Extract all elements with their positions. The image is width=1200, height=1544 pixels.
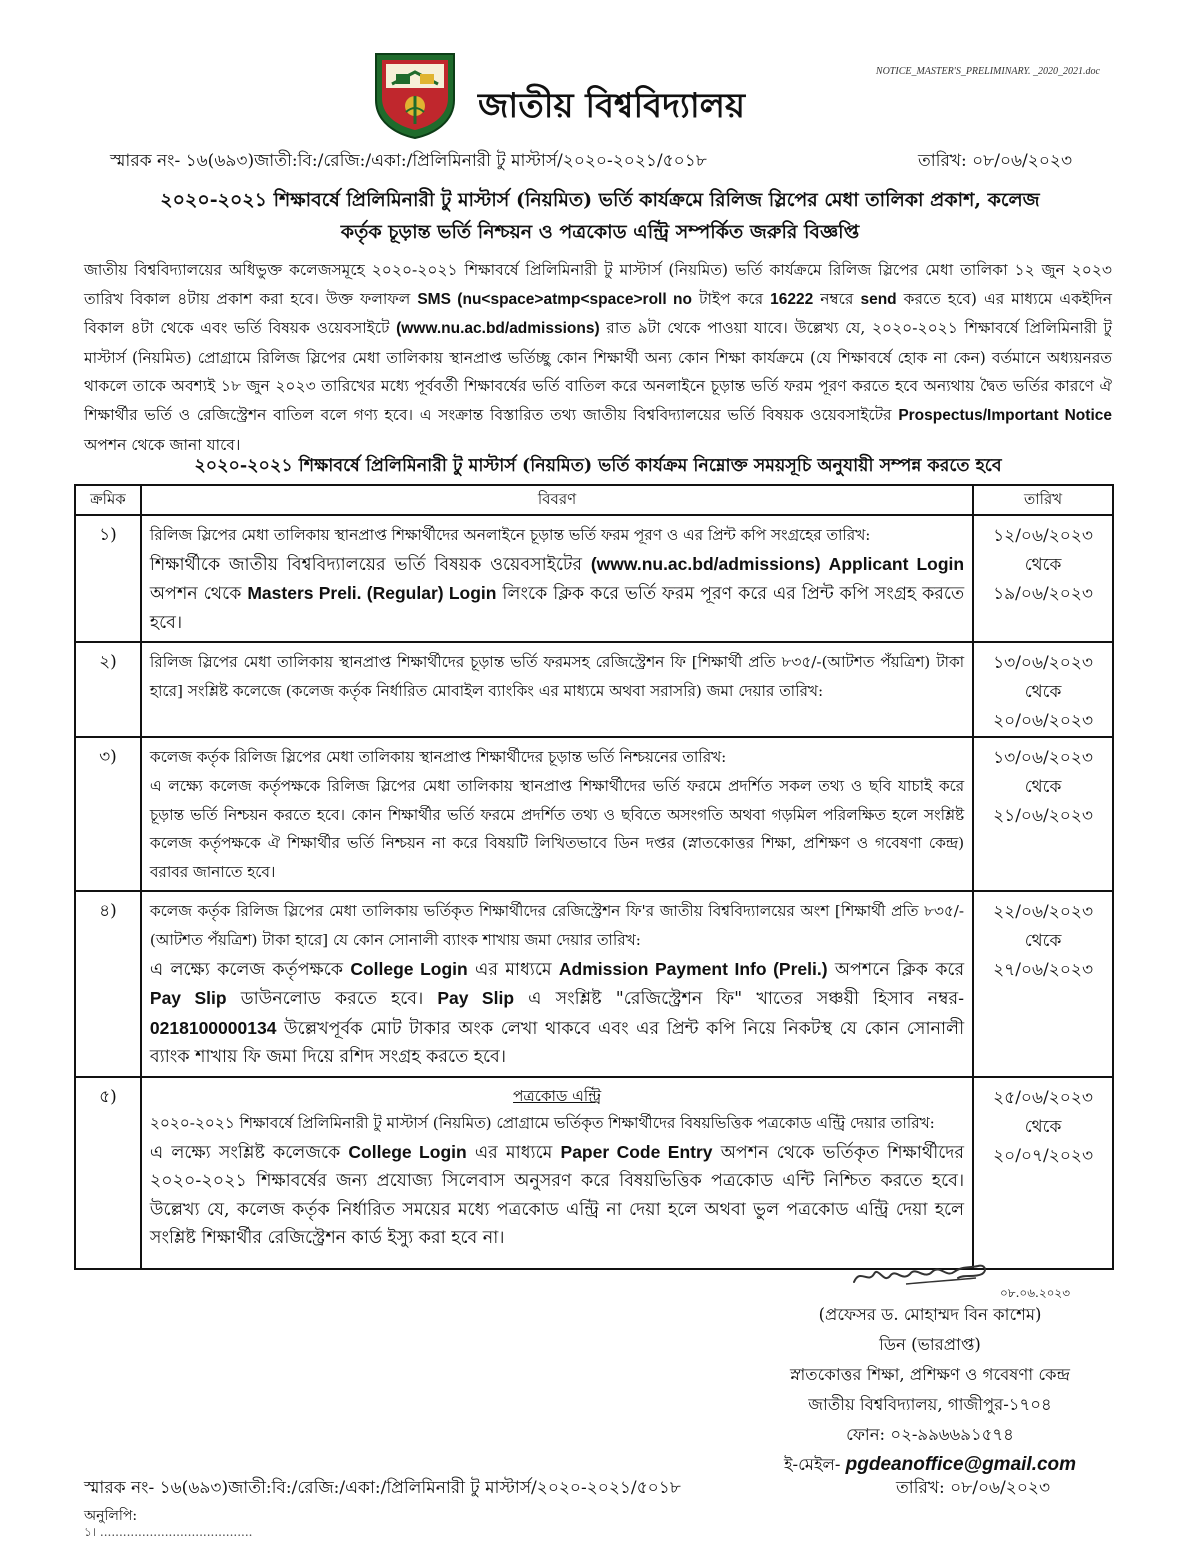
row-serial: ২) bbox=[75, 642, 141, 737]
date-from: ২২/০৬/২০২৩ bbox=[993, 902, 1093, 923]
intro-text: অপশন থেকে জানা যাবে। bbox=[84, 435, 241, 454]
signatory-name: (প্রফেসর ড. মোহাম্মদ বিন কাশেম) bbox=[818, 1305, 1042, 1324]
payment-info-option[interactable]: Admission Payment Info (Preli.) bbox=[558, 958, 828, 979]
row-line: কলেজ কর্তৃক রিলিজ স্লিপের মেধা তালিকায় স্থানপ্রাপ্ত শিক্ষার্থীদের চূড়ান্ত ভর্তি নিশ্চয়নের তারিখ: bbox=[149, 748, 727, 767]
signatory-title: ডিন (ভারপ্রাপ্ত) bbox=[879, 1335, 981, 1354]
signature bbox=[846, 1254, 996, 1294]
footer-date: তারিখ: ০৮/০৬/২০২৩ bbox=[895, 1478, 1050, 1498]
table-row bbox=[75, 737, 1113, 891]
footer-reference-number: স্মারক নং- ১৬(৬৯৩)জাতী:বি:/রেজি:/একা:/প্রিলিমিনারী টু মাস্টার্স/২০২০-২০২১/৫০১৮ bbox=[84, 1478, 681, 1498]
sms-format: SMS (nu<space>atmp<space>roll no bbox=[417, 290, 692, 308]
row-line: ২০২০-২০২১ শিক্ষাবর্ষে প্রিলিমিনারী টু মাস্টার্স (নিয়মিত) প্রোগ্রামে ভর্তিকৃত শিক্ষার্থীদের বিষয়ভিত্তিক পত্রকোড এন্ট্রি দেয়ার তারিখ: bbox=[149, 1113, 935, 1132]
document-filename: NOTICE_MASTER'S_PRELIMINARY. _2020_2021.doc bbox=[875, 66, 1100, 77]
date-to: ২০/০৬/২০২৩ bbox=[993, 711, 1093, 732]
intro-text: করতে হবে) এর মাধ্যমে একইদিন বিকাল ৪টা থেকে এবং ভর্তি বিষয়ক ওয়েবসাইটে bbox=[84, 289, 1112, 338]
row-date bbox=[973, 737, 1113, 891]
sms-send: send bbox=[860, 290, 897, 308]
table-row bbox=[75, 642, 1113, 737]
row-serial: ১) bbox=[75, 515, 141, 642]
date-separator: থেকে bbox=[1024, 931, 1062, 952]
row-serial: ৪) bbox=[75, 891, 141, 1077]
date-to: ২১/০৬/২০২৩ bbox=[993, 806, 1093, 827]
date-separator: থেকে bbox=[1024, 1116, 1062, 1137]
row-text: রিলিজ স্লিপের মেধা তালিকায় স্থানপ্রাপ্ত শিক্ষার্থীদের চূড়ান্ত ভর্তি ফরমসহ রেজিস্ট্রেশন ফি [শিক্ষার্থী প্রতি ৮৩৫/-(আটশত পঁয়ত্রিশ) টাকা হারে] সংশ্লিষ্ট কলেজে (কলেজ কর্তৃক নির্ধারিত মোবাইল ব্যাংকিং এর মাধ্যমে অথবা সরাসরি) জমা দেয়ার তারিখ: bbox=[149, 653, 965, 700]
row-date bbox=[973, 642, 1113, 737]
copy-to-label: অনুলিপি: bbox=[84, 1508, 138, 1524]
intro-text: রাত ৯টা থেকে পাওয়া যাবে। উল্লেখ্য যে, ২০২০-২০২১ শিক্ষাবর্ষে প্রিলিমিনারী টু মাস্টার্স (নিয়মিত) প্রোগ্রামে রিলিজ স্লিপের মেধা তালিকায় স্থানপ্রাপ্ত ভর্তিচ্ছু কোন শিক্ষার্থী অন্য কোন শিক্ষা কার্যক্রমে (যে শিক্ষাবর্ষে হোক না কেন) বর্তমানে অধ্যয়নরত থাকলে তাকে অবশ্যই ১৮ জুন ২০২৩ তারিখের মধ্যে পূর্ববর্তী শিক্ষাবর্ষের ভর্তি বাতিল করে অনলাইনে চূড়ান্ত ভর্তি ফরম পূরণ করতে হবে অন্যথায় দ্বৈত ভর্তির কারণে ঐ শিক্ষার্থীর ভর্তি ও রেজিস্ট্রেশন বাতিল বলে গণ্য হবে। এ সংক্রান্ত বিস্তারিত তথ্য জাতীয় বিশ্ববিদ্যালয়ের ভর্তি বিষয়ক ওয়েবসাইটের bbox=[84, 319, 1112, 424]
row-serial: ৫) bbox=[75, 1077, 141, 1269]
intro-paragraph bbox=[84, 256, 1112, 459]
schedule-title: ২০২০-২০২১ শিক্ষাবর্ষে প্রিলিমিনারী টু মাস্টার্স (নিয়মিত) ভর্তি কার্যক্রম নিম্নোক্ত সময়সূচি অনুযায়ী সম্পন্ন করতে হবে bbox=[194, 456, 1002, 476]
reference-number: স্মারক নং- ১৬(৬৯৩)জাতী:বি:/রেজি:/একা:/প্রিলিমিনারী টু মাস্টার্স/২০২০-২০২১/৫০১৮ bbox=[110, 151, 707, 171]
row-description bbox=[141, 642, 973, 737]
row-heading: পত্রকোড এন্ট্রি bbox=[513, 1086, 601, 1105]
header-description: বিবরণ bbox=[141, 485, 973, 515]
university-logo bbox=[372, 48, 458, 140]
signatory-department: স্নাতকোত্তর শিক্ষা, প্রশিক্ষণ ও গবেষণা কেন্দ্র bbox=[790, 1365, 1070, 1384]
date-from: ২৫/০৬/২০২৩ bbox=[993, 1087, 1093, 1108]
notice-headline bbox=[100, 184, 1100, 248]
row-text: এ লক্ষ্যে কলেজ কর্তৃপক্ষকে রিলিজ স্লিপের মেধা তালিকায় স্থানপ্রাপ্ত শিক্ষার্থীদের ভর্তি ফরমে প্রদর্শিত সকল তথ্য ও ছবি যাচাই করে চূড়ান্ত ভর্তি নিশ্চয়ন করতে হবে। কোন শিক্ষার্থীর ভর্তি ফরমে প্রদর্শিত তথ্য ও ছবিতে অসংগতি অথবা গড়মিল পরিলক্ষিত হলে সংশ্লিষ্ট কলেজ কর্তৃপক্ষকে ঐ শিক্ষার্থীর ভর্তি নিশ্চয়ন না করে বিষয়টি লিখিতভাবে ডিন দপ্তর (স্নাতকোত্তর শিক্ষা, প্রশিক্ষণ ও গবেষণা কেন্দ্র) বরাবর জানাতে হবে। bbox=[149, 776, 965, 881]
row-description bbox=[141, 891, 973, 1077]
row-text: শিক্ষার্থীকে জাতীয় বিশ্ববিদ্যালয়ের ভর্তি বিষয়ক ওয়েবসাইটের (www.nu.ac.bd/admissions) Applicant Login অপশন থেকে Masters Preli. (Regular) Login লিংকে ক্লিক করে ভর্তি ফরম পূরণ করে এর প্রিন্ট কপি সংগ্রহ করতে হবে। bbox=[149, 553, 965, 633]
row-description bbox=[141, 1077, 973, 1269]
date-to: ২৭/০৬/২০২৩ bbox=[993, 960, 1093, 981]
reference-row bbox=[110, 148, 1072, 176]
pay-slip-label: Pay Slip bbox=[149, 988, 227, 1009]
intro-text: টাইপ করে bbox=[699, 289, 764, 308]
pay-slip-label: Pay Slip bbox=[437, 988, 515, 1009]
intro-text: নম্বরে bbox=[820, 289, 854, 308]
college-login-link[interactable]: College Login bbox=[348, 1141, 467, 1162]
row-date bbox=[973, 1077, 1113, 1269]
applicant-login-link[interactable]: (www.nu.ac.bd/admissions) Applicant Login bbox=[590, 553, 965, 574]
table-row bbox=[75, 515, 1113, 642]
date-to: ১৯/০৬/২০২৩ bbox=[993, 584, 1093, 604]
date-from: ১৩/০৬/২০২৩ bbox=[993, 748, 1093, 769]
signatory-block bbox=[770, 1300, 1090, 1480]
date-to: ২০/০৭/২০২৩ bbox=[993, 1145, 1093, 1166]
header-date: তারিখ bbox=[973, 485, 1113, 515]
row-text: এ লক্ষ্যে সংশ্লিষ্ট কলেজকে College Login এর মাধ্যমে Paper Code Entry অপশন থেকে ভর্তিকৃত শিক্ষার্থীদের ২০২০-২০২১ শিক্ষাবর্ষের জন্য প্রযোজ্য সিলেবাস অনুসরণ করে বিষয়ভিত্তিক পত্রকোড এন্টি নিশ্চিত করতে হবে। উল্লেখ্য যে, কলেজ কর্তৃক নির্ধারিত সময়ের মধ্যে পত্রকোড এন্ট্রি না দেয়া হলে অথবা ভুল পত্রকোড এন্ট্রি দেয়া হলে সংশ্লিষ্ট শিক্ষার্থীর রেজিস্ট্রেশন কার্ড ইস্যু করা হবে না। bbox=[149, 1141, 965, 1249]
date-separator: থেকে bbox=[1024, 777, 1062, 798]
table-row bbox=[75, 1077, 1113, 1269]
masters-login-link[interactable]: Masters Preli. (Regular) Login bbox=[247, 583, 497, 604]
row-serial: ৩) bbox=[75, 737, 141, 891]
paper-code-entry-option[interactable]: Paper Code Entry bbox=[560, 1141, 713, 1162]
sms-number: 16222 bbox=[770, 290, 814, 308]
row-line: রিলিজ স্লিপের মেধা তালিকায় স্থানপ্রাপ্ত শিক্ষার্থীদের অনলাইনে চূড়ান্ত ভর্তি ফরম পূরণ ও এর প্রিন্ট কপি সংগ্রহের তারিখ: bbox=[149, 526, 871, 544]
row-date bbox=[973, 515, 1113, 642]
notice-date: তারিখ: ০৮/০৬/২০২৩ bbox=[917, 151, 1072, 171]
prospectus-option: Prospectus/Important Notice bbox=[898, 406, 1112, 424]
table-header-row bbox=[75, 485, 1113, 515]
email-label: ই-মেইল- bbox=[783, 1455, 841, 1474]
admissions-url[interactable]: (www.nu.ac.bd/admissions) bbox=[396, 320, 600, 338]
schedule-table bbox=[74, 484, 1114, 1270]
date-separator: থেকে bbox=[1024, 555, 1062, 575]
table-row bbox=[75, 891, 1113, 1077]
row-date bbox=[973, 891, 1113, 1077]
signatory-phone: ফোন: ০২-৯৯৬৬৯১৫৭৪ bbox=[846, 1425, 1014, 1444]
headline-line: কর্তৃক চূড়ান্ত ভর্তি নিশ্চয়ন ও পত্রকোড এন্ট্রি সম্পর্কিত জরুরি বিজ্ঞপ্তি bbox=[340, 221, 860, 243]
row-text: এ লক্ষ্যে কলেজ কর্তৃপক্ষকে College Login এর মাধ্যমে Admission Payment Info (Preli.) অপশনে ক্লিক করে Pay Slip ডাউনলোড করতে হবে। Pay Slip এ সংশ্লিষ্ট "রেজিস্ট্রেশন ফি" খাতের সঞ্চয়ী হিসাব নম্বর- 0218100000134 উল্লেখপূর্বক মোট টাকার অংক লেখা থাকবে এবং এর প্রিন্ট কপি নিয়ে নিকটস্থ যে কোন সোনালী ব্যাংক শাখায় ফি জমা দিয়ে রশিদ সংগ্রহ করতে হবে। bbox=[149, 958, 965, 1068]
signature-date: ০৮.০৬.২০২৩ bbox=[1000, 1286, 1071, 1300]
signatory-address: জাতীয় বিশ্ববিদ্যালয়, গাজীপুর-১৭০৪ bbox=[808, 1395, 1052, 1414]
headline-line: ২০২০-২০২১ শিক্ষাবর্ষে প্রিলিমিনারী টু মাস্টার্স (নিয়মিত) ভর্তি কার্যক্রমে রিলিজ স্লিপের মেধা তালিকা প্রকাশ, কলেজ bbox=[160, 189, 1040, 211]
intro-text: জাতীয় বিশ্ববিদ্যালয়ের অধিভুক্ত কলেজসমূহে ২০২০-২০২১ শিক্ষাবর্ষে প্রিলিমিনারী টু মাস্টার্স (নিয়মিত) ভর্তি কার্যক্রমে রিলিজ স্লিপের মেধা তালিকা ১২ জুন ২০২৩ তারিখ বিকাল ৪টায় প্রকাশ করা হবে। উক্ত ফলাফল bbox=[84, 261, 1112, 308]
header-serial: ক্রমিক bbox=[75, 485, 141, 515]
email-link[interactable]: pgdeanoffice@gmail.com bbox=[845, 1454, 1077, 1475]
copy-to-list: ১। ........................................ bbox=[84, 1525, 253, 1539]
date-separator: থেকে bbox=[1024, 682, 1062, 703]
account-number: 0218100000134 bbox=[149, 1017, 277, 1038]
row-line: কলেজ কর্তৃক রিলিজ স্লিপের মেধা তালিকায় ভর্তিকৃত শিক্ষার্থীদের রেজিস্ট্রেশন ফি'র জাতীয় বিশ্ববিদ্যালয়ের অংশ [শিক্ষার্থী প্রতি ৮৩৫/- (আটশত পঁয়ত্রিশ) টাকা হারে] যে কোন সোনালী ব্যাংক শাখায় জমা দেয়ার তারিখ: bbox=[149, 902, 965, 949]
date-from: ১৩/০৬/২০২৩ bbox=[993, 653, 1093, 674]
row-description bbox=[141, 737, 973, 891]
date-from: ১২/০৬/২০২৩ bbox=[993, 526, 1093, 546]
college-login-link[interactable]: College Login bbox=[350, 958, 468, 979]
university-name: জাতীয় বিশ্ববিদ্যালয় bbox=[478, 86, 746, 126]
footer-reference-row bbox=[84, 1475, 1050, 1503]
row-description bbox=[141, 515, 973, 642]
